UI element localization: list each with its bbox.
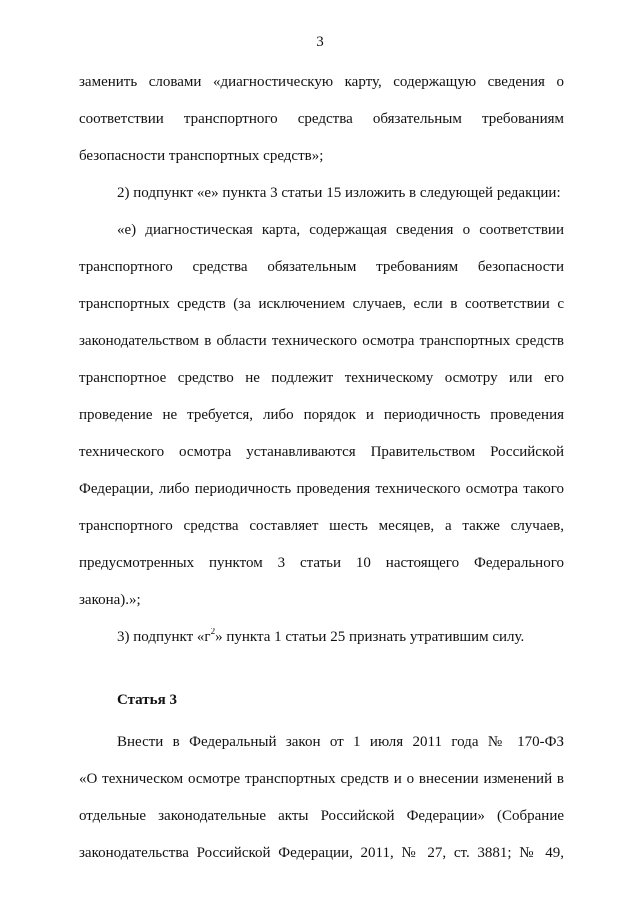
text-line: транспортного средства составляет шесть месяцев, а также случаев, [79,518,564,534]
page-number: 3 [316,34,324,50]
text-line [117,628,564,646]
text-line: транспортного средства обязательным требованиям безопасности [79,259,564,275]
text-line: транспортное средство не подлежит техническому осмотру или его [79,370,564,386]
superscript: 2 [210,628,216,636]
text-line: закона).»; [79,592,141,608]
text-line: законодательства Российской Федерации, 2011, № 27, ст. 3881; № 49, [79,845,564,861]
text-line: заменить словами «диагностическую карту, содержащую сведения о [79,74,564,90]
text-line: предусмотренных пунктом 3 статьи 10 настоящего Федерального [79,555,564,571]
text-line: транспортных средств (за исключением случаев, если в соответствии с [79,296,564,312]
text-line: Внести в Федеральный закон от 1 июля 2011 года № 170-ФЗ [117,734,564,750]
text-line: законодательством в области технического осмотра транспортных средств [79,333,564,349]
text-segment: 3) подпункт «г [117,629,211,645]
text-line: Федерации, либо периодичность проведения технического осмотра такого [79,481,564,497]
article-heading: Статья 3 [117,692,177,708]
text-line: «О техническом осмотре транспортных средств и о внесении изменений в [79,771,564,787]
text-segment: » пункта 1 статьи 25 признать утратившим силу. [215,629,525,645]
text-line: технического осмотра устанавливаются Правительством Российской [79,444,564,460]
text-line: проведение не требуется, либо порядок и периодичность проведения [79,407,564,423]
text-line: «е) диагностическая карта, содержащая сведения о соответствии [117,222,564,238]
text-line: безопасности транспортных средств»; [79,148,324,164]
text-line: соответствии транспортного средства обязательным требованиям [79,111,564,127]
text-line: отдельные законодательные акты Российской Федерации» (Собрание [79,808,564,824]
text-line: 2) подпункт «е» пункта 3 статьи 15 изложить в следующей редакции: [117,185,561,201]
